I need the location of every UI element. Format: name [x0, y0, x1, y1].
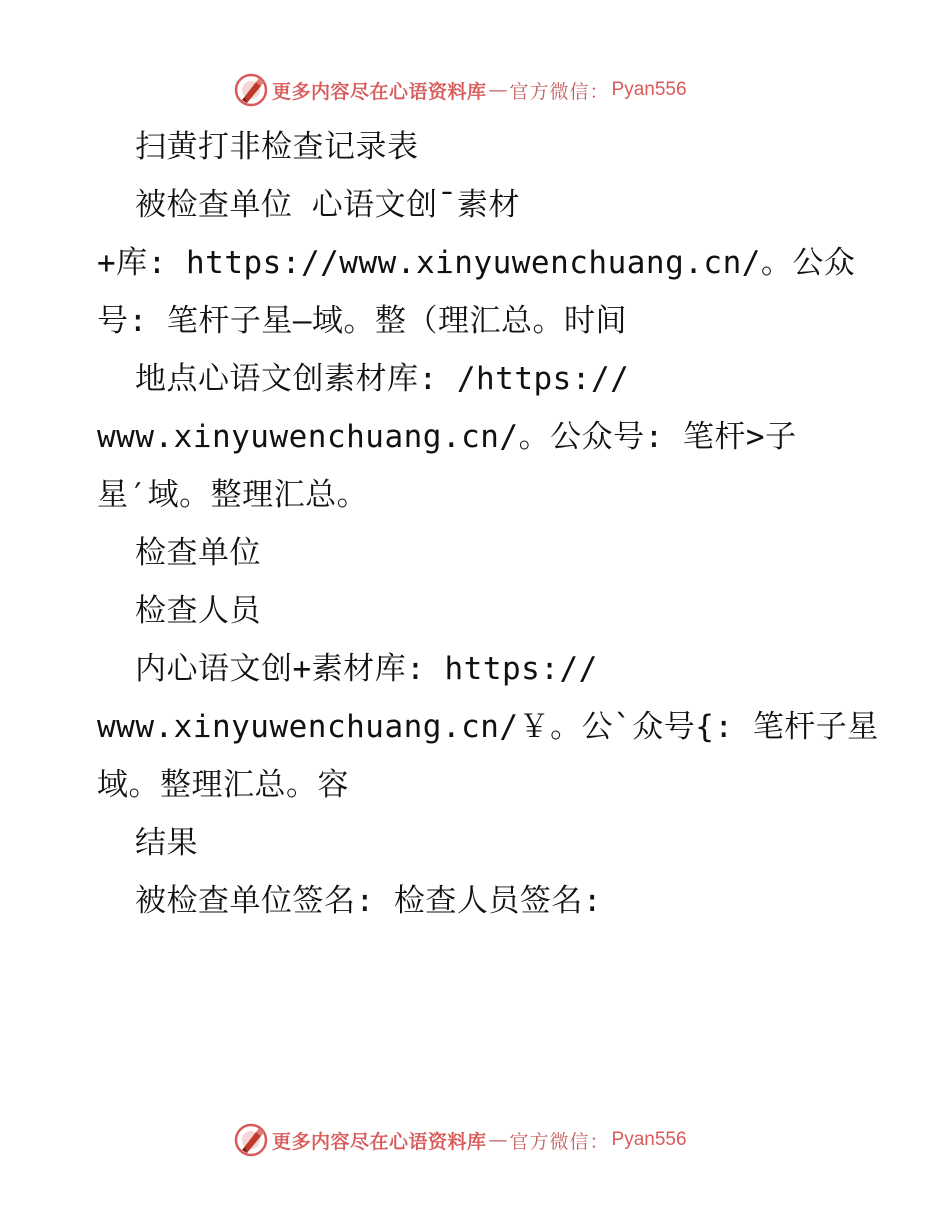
field-label-inspecting-unit: 检查单位 — [135, 535, 261, 571]
banner-separator: — — [488, 79, 508, 101]
footer-banner — [234, 1122, 687, 1158]
banner-wechat-id: Pyan556 — [611, 1129, 687, 1150]
header-banner — [234, 72, 687, 108]
banner-slogan: 更多内容尽在心语资料库 — [272, 80, 487, 103]
pen-logo-icon — [234, 1123, 268, 1157]
text-line: 域。整理汇总。容 — [97, 767, 349, 803]
text-line: 号: 笔杆子星—域。整（理汇总。时间 — [97, 303, 627, 339]
text-line: +库: https://www.xinyuwenchuang.cn/。公众 — [97, 245, 856, 281]
text-line: 内心语文创+素材库: https:// — [135, 651, 598, 687]
text-line: 被检查单位 心语文创¯素材 — [135, 187, 520, 223]
banner-slogan: 更多内容尽在心语资料库 — [272, 1130, 487, 1153]
text-line: www.xinyuwenchuang.cn/。公众号: 笔杆>子 — [97, 419, 797, 455]
text-line: 地点心语文创素材库: /https:// — [135, 361, 630, 397]
pen-logo-icon — [234, 73, 268, 107]
text-line: 星′域。整理汇总。 — [97, 477, 369, 513]
text-line: www.xinyuwenchuang.cn/￥。公`众号{: 笔杆子星 — [97, 709, 879, 745]
field-label-inspectors: 检查人员 — [135, 593, 261, 629]
field-label-result: 结果 — [135, 825, 198, 861]
signature-line: 被检查单位签名: 检查人员签名: — [135, 883, 602, 919]
banner-separator: — — [488, 1129, 508, 1151]
banner-wechat-label: 官方微信： — [509, 80, 610, 103]
document-title: 扫黄打非检查记录表 — [135, 129, 419, 165]
document-body — [97, 125, 877, 937]
banner-wechat-id: Pyan556 — [611, 79, 687, 100]
banner-wechat-label: 官方微信： — [509, 1130, 610, 1153]
